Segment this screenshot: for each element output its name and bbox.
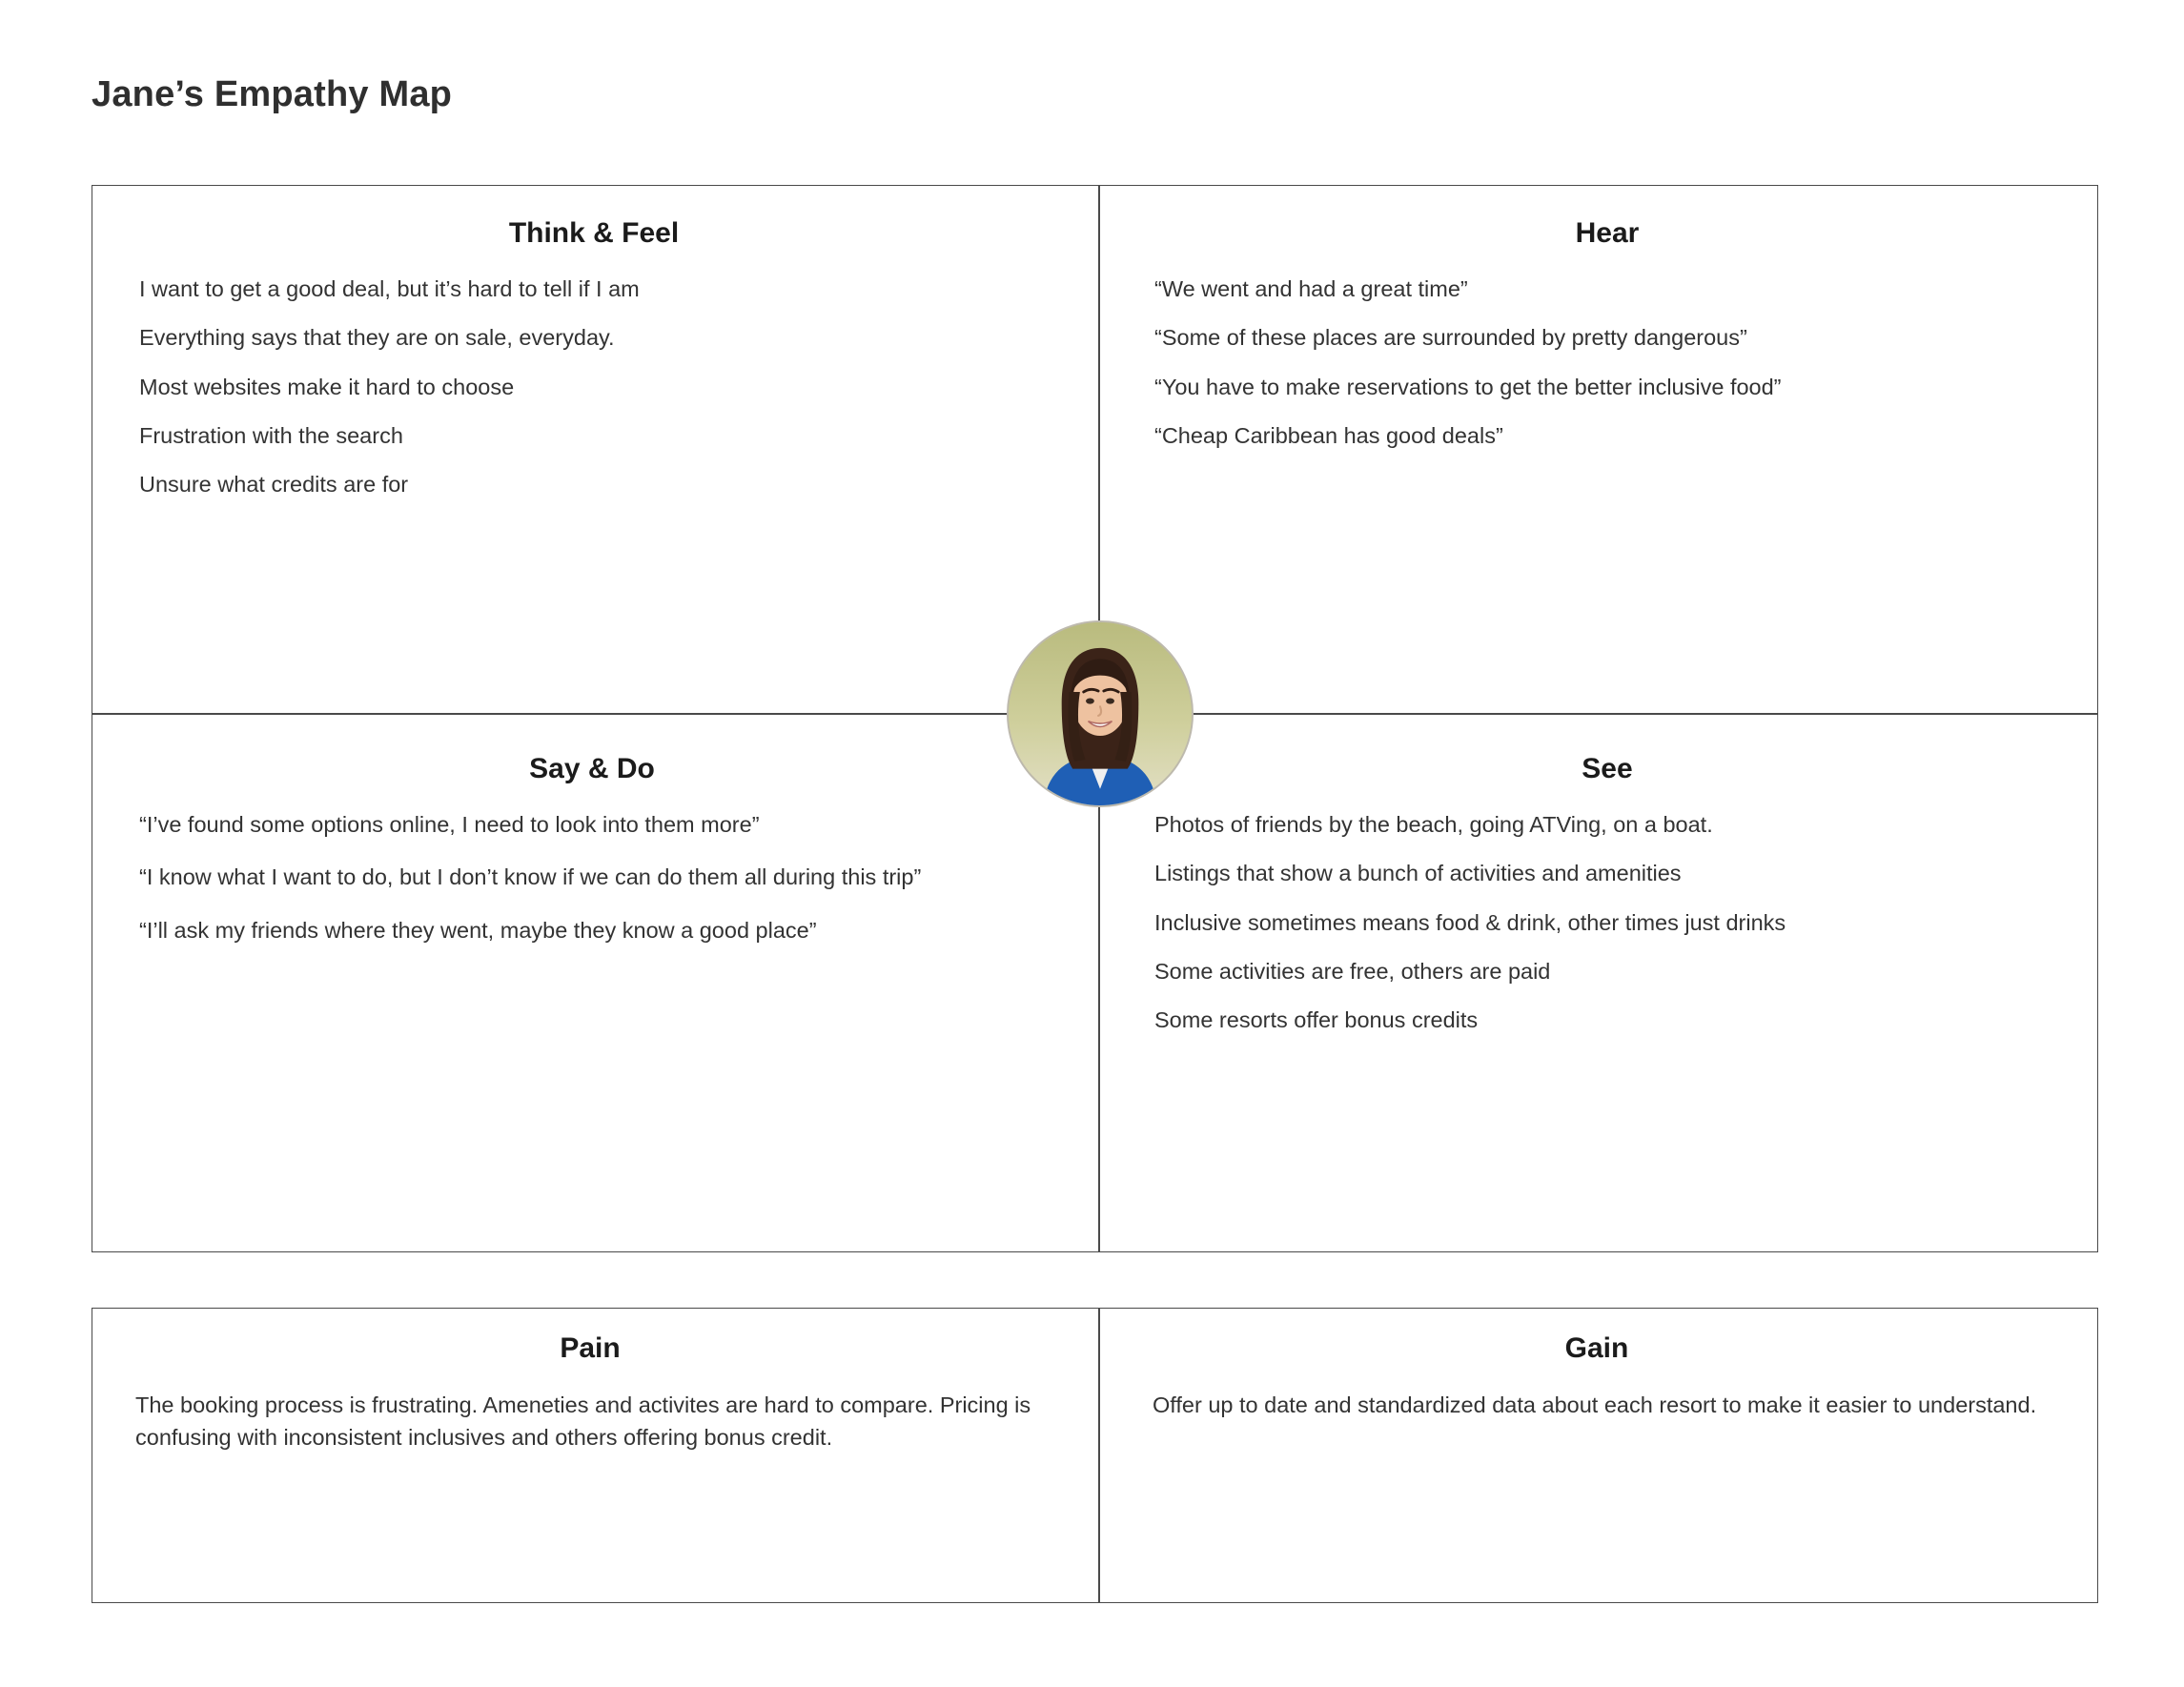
list-item: “You have to make reservations to get the better inclusive food” <box>1154 374 1782 399</box>
list-item: Inclusive sometimes means food & drink, other times just drinks <box>1154 909 1786 935</box>
quadrant-hear <box>1099 217 2098 713</box>
quadrant-title-gain: Gain <box>1564 1332 1629 1364</box>
list-item: “I’ve found some options online, I need to look into them more” <box>139 812 760 837</box>
quadrant-list-see <box>1154 810 2060 1035</box>
list-item: Most websites make it hard to choose <box>139 374 515 399</box>
list-item: Some resorts offer bonus credits <box>1154 1007 1479 1032</box>
list-item: Unsure what credits are for <box>139 472 409 497</box>
page-title: Jane’s Empathy Map <box>92 74 453 114</box>
jane-portrait-icon <box>1009 622 1192 805</box>
list-item: Photos of friends by the beach, going ATVing, on a boat. <box>1154 812 1713 837</box>
list-item: Listings that show a bunch of activities and amenities <box>1154 861 1682 886</box>
quadrant-title-pain: Pain <box>560 1332 621 1364</box>
list-item: “Cheap Caribbean has good deals” <box>1154 422 1503 448</box>
list-item: Some activities are free, others are paid <box>1154 958 1551 984</box>
quadrant-title-think-and-feel: Think & Feel <box>508 217 680 249</box>
quadrant-gain <box>1099 1332 2098 1590</box>
quadrant-text-gain: Offer up to date and standardized data about each resort to make it easier to understand. <box>1153 1392 2037 1417</box>
quadrant-think-and-feel <box>92 217 1098 713</box>
quadrant-pain <box>92 1332 1098 1590</box>
quadrant-say-and-do <box>92 753 1098 1252</box>
avatar <box>1007 620 1194 807</box>
list-item: Frustration with the search <box>139 422 403 448</box>
list-item: “I know what I want to do, but I don’t know if we can do them all during this trip” <box>139 864 922 890</box>
list-item: “We went and had a great time” <box>1154 276 1468 301</box>
quadrant-list-hear <box>1154 274 2060 451</box>
quadrant-list-think-and-feel <box>139 274 1049 499</box>
quadrant-title-say-and-do: Say & Do <box>529 753 655 784</box>
list-item: “I’ll ask my friends where they went, maybe they know a good place” <box>139 917 817 943</box>
quadrant-list-say-and-do <box>139 810 1045 945</box>
list-item: “Some of these places are surrounded by pretty dangerous” <box>1154 325 1747 351</box>
quadrant-text-pain: The booking process is frustrating. Ameneties and activites are hard to compare. Pricing is confusing with inconsistent inclusives and others offering bonus credit. <box>135 1392 1031 1450</box>
list-item: Everything says that they are on sale, everyday. <box>139 325 615 351</box>
quadrant-see <box>1099 753 2098 1252</box>
quadrant-title-hear: Hear <box>1575 217 1640 249</box>
quadrant-title-see: See <box>1582 753 1633 784</box>
list-item: I want to get a good deal, but it’s hard to tell if I am <box>139 276 640 301</box>
